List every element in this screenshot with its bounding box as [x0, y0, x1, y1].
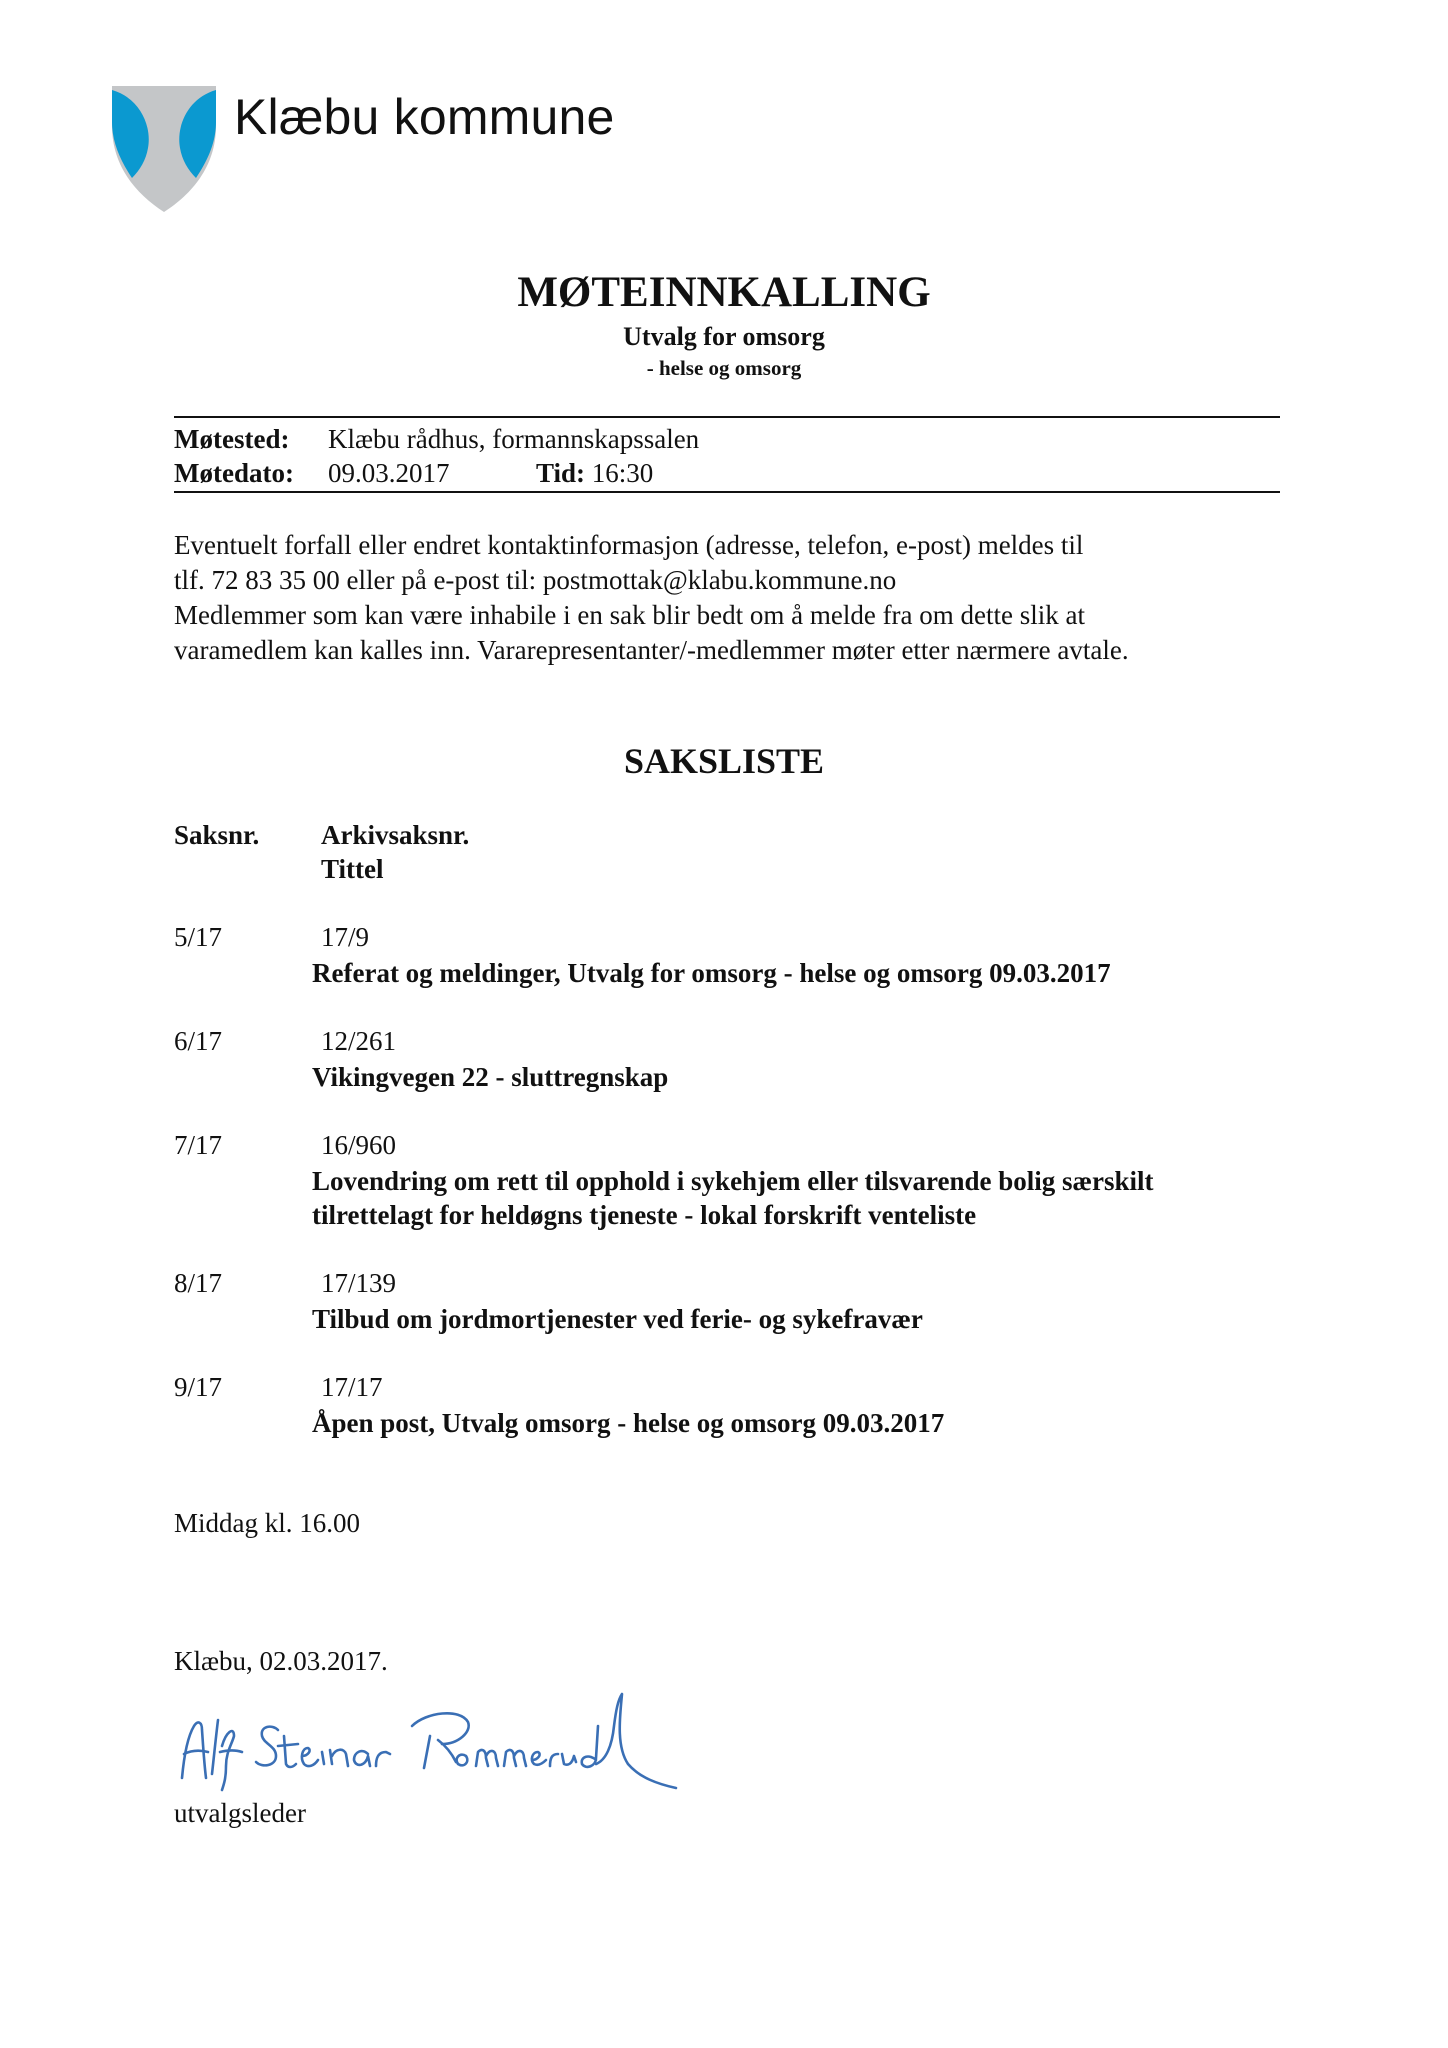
document-title: MØTEINNKALLING: [517, 269, 931, 316]
agenda-item-saksnr: 5/17: [174, 922, 223, 952]
meeting-place-row: [174, 424, 700, 455]
committee-name: Utvalg for omsorg: [623, 322, 825, 351]
meeting-time: [536, 458, 653, 489]
agenda-item-title-line: Vikingvegen 22 - sluttregnskap: [312, 1062, 669, 1092]
conflict-info-line: Medlemmer som kan være inhabile i en sak blir bedt om å melde fra om dette slik at: [174, 600, 1085, 630]
agenda-item-title[interactable]: [312, 1406, 1272, 1440]
agenda-item-title-line: Åpen post, Utvalg omsorg - helse og omsorg 09.03.2017: [312, 1408, 945, 1438]
agenda-item-arkivsaksnr: 12/261: [321, 1026, 397, 1056]
signer-role: utvalgsleder: [174, 1798, 306, 1828]
agenda-item-saksnr: 6/17: [174, 1026, 223, 1056]
agenda-item-title-line: Lovendring om rett til opphold i sykehjem eller tilsvarende bolig særskilt: [312, 1166, 1154, 1196]
agenda-item-arkivsaksnr: 17/17: [321, 1372, 383, 1402]
agenda-item-title[interactable]: [312, 956, 1272, 990]
column-header-saksnr: Saksnr.: [174, 820, 260, 850]
dinner-note: Middag kl. 16.00: [174, 1508, 360, 1538]
municipality-name: Klæbu kommune: [234, 89, 615, 145]
divider-top: [174, 416, 1280, 418]
contact-info-line: tlf. 72 83 35 00 eller på e-post til: postmottak@klabu.kommune.no: [174, 565, 897, 595]
meeting-time-label: Tid:: [536, 458, 586, 488]
agenda-item-saksnr: 7/17: [174, 1130, 223, 1160]
agenda-item-title-line: Tilbud om jordmortjenester ved ferie- og sykefravær: [312, 1304, 923, 1334]
agenda-item-title[interactable]: [312, 1060, 1272, 1094]
committee-subtitle: - helse og omsorg: [646, 356, 802, 380]
divider-bottom: [174, 491, 1280, 493]
agenda-item-title-line: tilrettelagt for heldøgns tjeneste - lokal forskrift venteliste: [312, 1200, 977, 1230]
agenda-item-title[interactable]: [312, 1302, 1272, 1336]
contact-info-line: Eventuelt forfall eller endret kontaktinformasjon (adresse, telefon, e-post) meldes til: [174, 530, 1084, 560]
municipality-coat-of-arms-icon: [112, 86, 216, 212]
meeting-date-row: [174, 458, 654, 489]
signature-icon: [176, 1686, 716, 1796]
meeting-place-label: Møtested:: [174, 424, 290, 454]
agenda-item-saksnr: 9/17: [174, 1372, 223, 1402]
contact-info-paragraph: [174, 528, 1294, 598]
conflict-info-line: varamedlem kan kalles inn. Vararepresentanter/-medlemmer møter etter nærmere avtale.: [174, 635, 1129, 665]
agenda-item-arkivsaksnr: 17/139: [321, 1268, 397, 1298]
meeting-date-label: Møtedato:: [174, 458, 294, 488]
column-header-tittel: Tittel: [321, 854, 384, 884]
meeting-place-value: Klæbu rådhus, formannskapssalen: [328, 424, 700, 454]
agenda-item-arkivsaksnr: 17/9: [321, 922, 370, 952]
place-and-date: Klæbu, 02.03.2017.: [174, 1646, 388, 1676]
agenda-item-arkivsaksnr: 16/960: [321, 1130, 397, 1160]
column-header-arkivsaksnr: Arkivsaksnr.: [321, 820, 470, 850]
meeting-time-value: 16:30: [591, 458, 654, 488]
meeting-date-value: 09.03.2017: [328, 458, 450, 488]
agenda-heading: SAKSLISTE: [623, 741, 825, 781]
agenda-item-title[interactable]: [312, 1164, 1272, 1232]
agenda-item-saksnr: 8/17: [174, 1268, 223, 1298]
agenda-item-title-line: Referat og meldinger, Utvalg for omsorg - helse og omsorg 09.03.2017: [312, 958, 1111, 988]
conflict-of-interest-paragraph: [174, 598, 1294, 668]
